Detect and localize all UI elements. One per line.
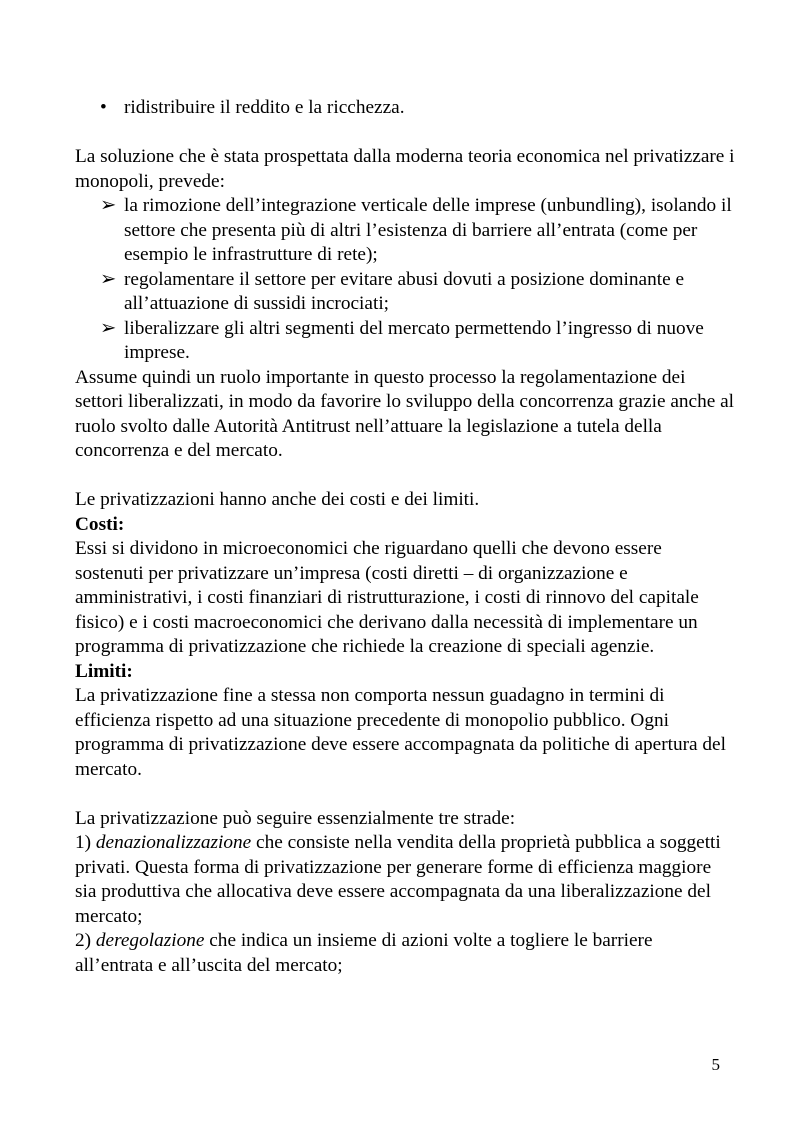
- costs-limits-intro: Le privatizzazioni hanno anche dei costi e dei limiti.: [75, 489, 480, 510]
- page-content: [75, 96, 735, 978]
- bullet-item: [75, 96, 735, 121]
- arrow-list-text: la rimozione dell’integrazione verticale delle imprese (unbundling), isolando il settore che presenta più di altri l’esistenza di barriere all’entrata (come per esempio le infrastrutture di rete);: [124, 195, 732, 265]
- arrow-list-item: [75, 268, 735, 317]
- costi-heading: Costi:: [75, 513, 125, 535]
- road-item-2: [75, 929, 735, 978]
- paragraph-gap: [75, 121, 735, 146]
- solution-intro: La soluzione che è stata prospettata dalla moderna teoria economica nel privatizzare i monopoli, prevede:: [75, 146, 735, 192]
- road-item-1-term: denazionalizzazione: [95, 832, 252, 853]
- arrow-list-text: liberalizzare gli altri segmenti del mercato permettendo l’ingresso di nuove imprese.: [124, 317, 704, 363]
- road-item-2-term: deregolazione: [95, 930, 205, 951]
- arrow-list-item: [75, 194, 735, 268]
- paragraph-gap: [75, 464, 735, 489]
- arrow-bullet-icon: ➢: [100, 268, 117, 290]
- solution-conclusion: Assume quindi un ruolo importante in questo processo la regolamentazione dei settori liberalizzati, in modo da favorire lo sviluppo della concorrenza grazie anche al ruolo svolto dalle Autorità Antitrust nell’attuare la legislazione a tutela della concorrenza e del mercato.: [75, 366, 735, 461]
- road-item-1-number: 1): [75, 832, 92, 853]
- arrow-bullet-icon: ➢: [100, 195, 117, 216]
- page-number: 5: [711, 1055, 720, 1074]
- limiti-heading: Limiti:: [75, 660, 133, 682]
- bullet-text: ridistribuire il reddito e la ricchezza.: [124, 97, 405, 118]
- roads-intro: La privatizzazione può seguire essenzialmente tre strade:: [75, 807, 516, 829]
- road-item-1-text: che consiste nella vendita della proprietà pubblica a soggetti privati. Questa forma di privatizzazione per generare forme di efficienza maggiore sia produttiva che allocativa deve essere accompagnata da una liberalizzazione del mercato;: [75, 832, 721, 927]
- arrow-list-text: regolamentare il settore per evitare abusi dovuti a posizione dominante e all’attuazione di sussidi incrociati;: [124, 268, 685, 314]
- road-item-2-number: 2): [75, 930, 92, 951]
- bullet-icon: •: [100, 97, 107, 118]
- road-item-1: [75, 831, 735, 929]
- limiti-text: La privatizzazione fine a stessa non comporta nessun guadagno in termini di efficienza rispetto ad una situazione precedente di monopolio pubblico. Ogni programma di privatizzazione deve essere accompagnata da politiche di apertura del mercato.: [75, 685, 726, 780]
- paragraph-gap: [75, 782, 735, 807]
- road-item-2-text: che indica un insieme di azioni volte a togliere le barriere all’entrata e all’uscita del mercato;: [75, 930, 653, 976]
- costi-text: Essi si dividono in microeconomici che riguardano quelli che devono essere sostenuti per privatizzare un’impresa (costi diretti – di organizzazione e amministrativi, i costi finanziari di ristrutturazione, i costi di rinnovo del capitale fisico) e i costi macroeconomici che derivano dalla necessità di implementare un programma di privatizzazione che richiede la creazione di speciali agenzie.: [75, 538, 699, 657]
- arrow-bullet-icon: ➢: [100, 317, 117, 339]
- arrow-list-item: [75, 317, 735, 366]
